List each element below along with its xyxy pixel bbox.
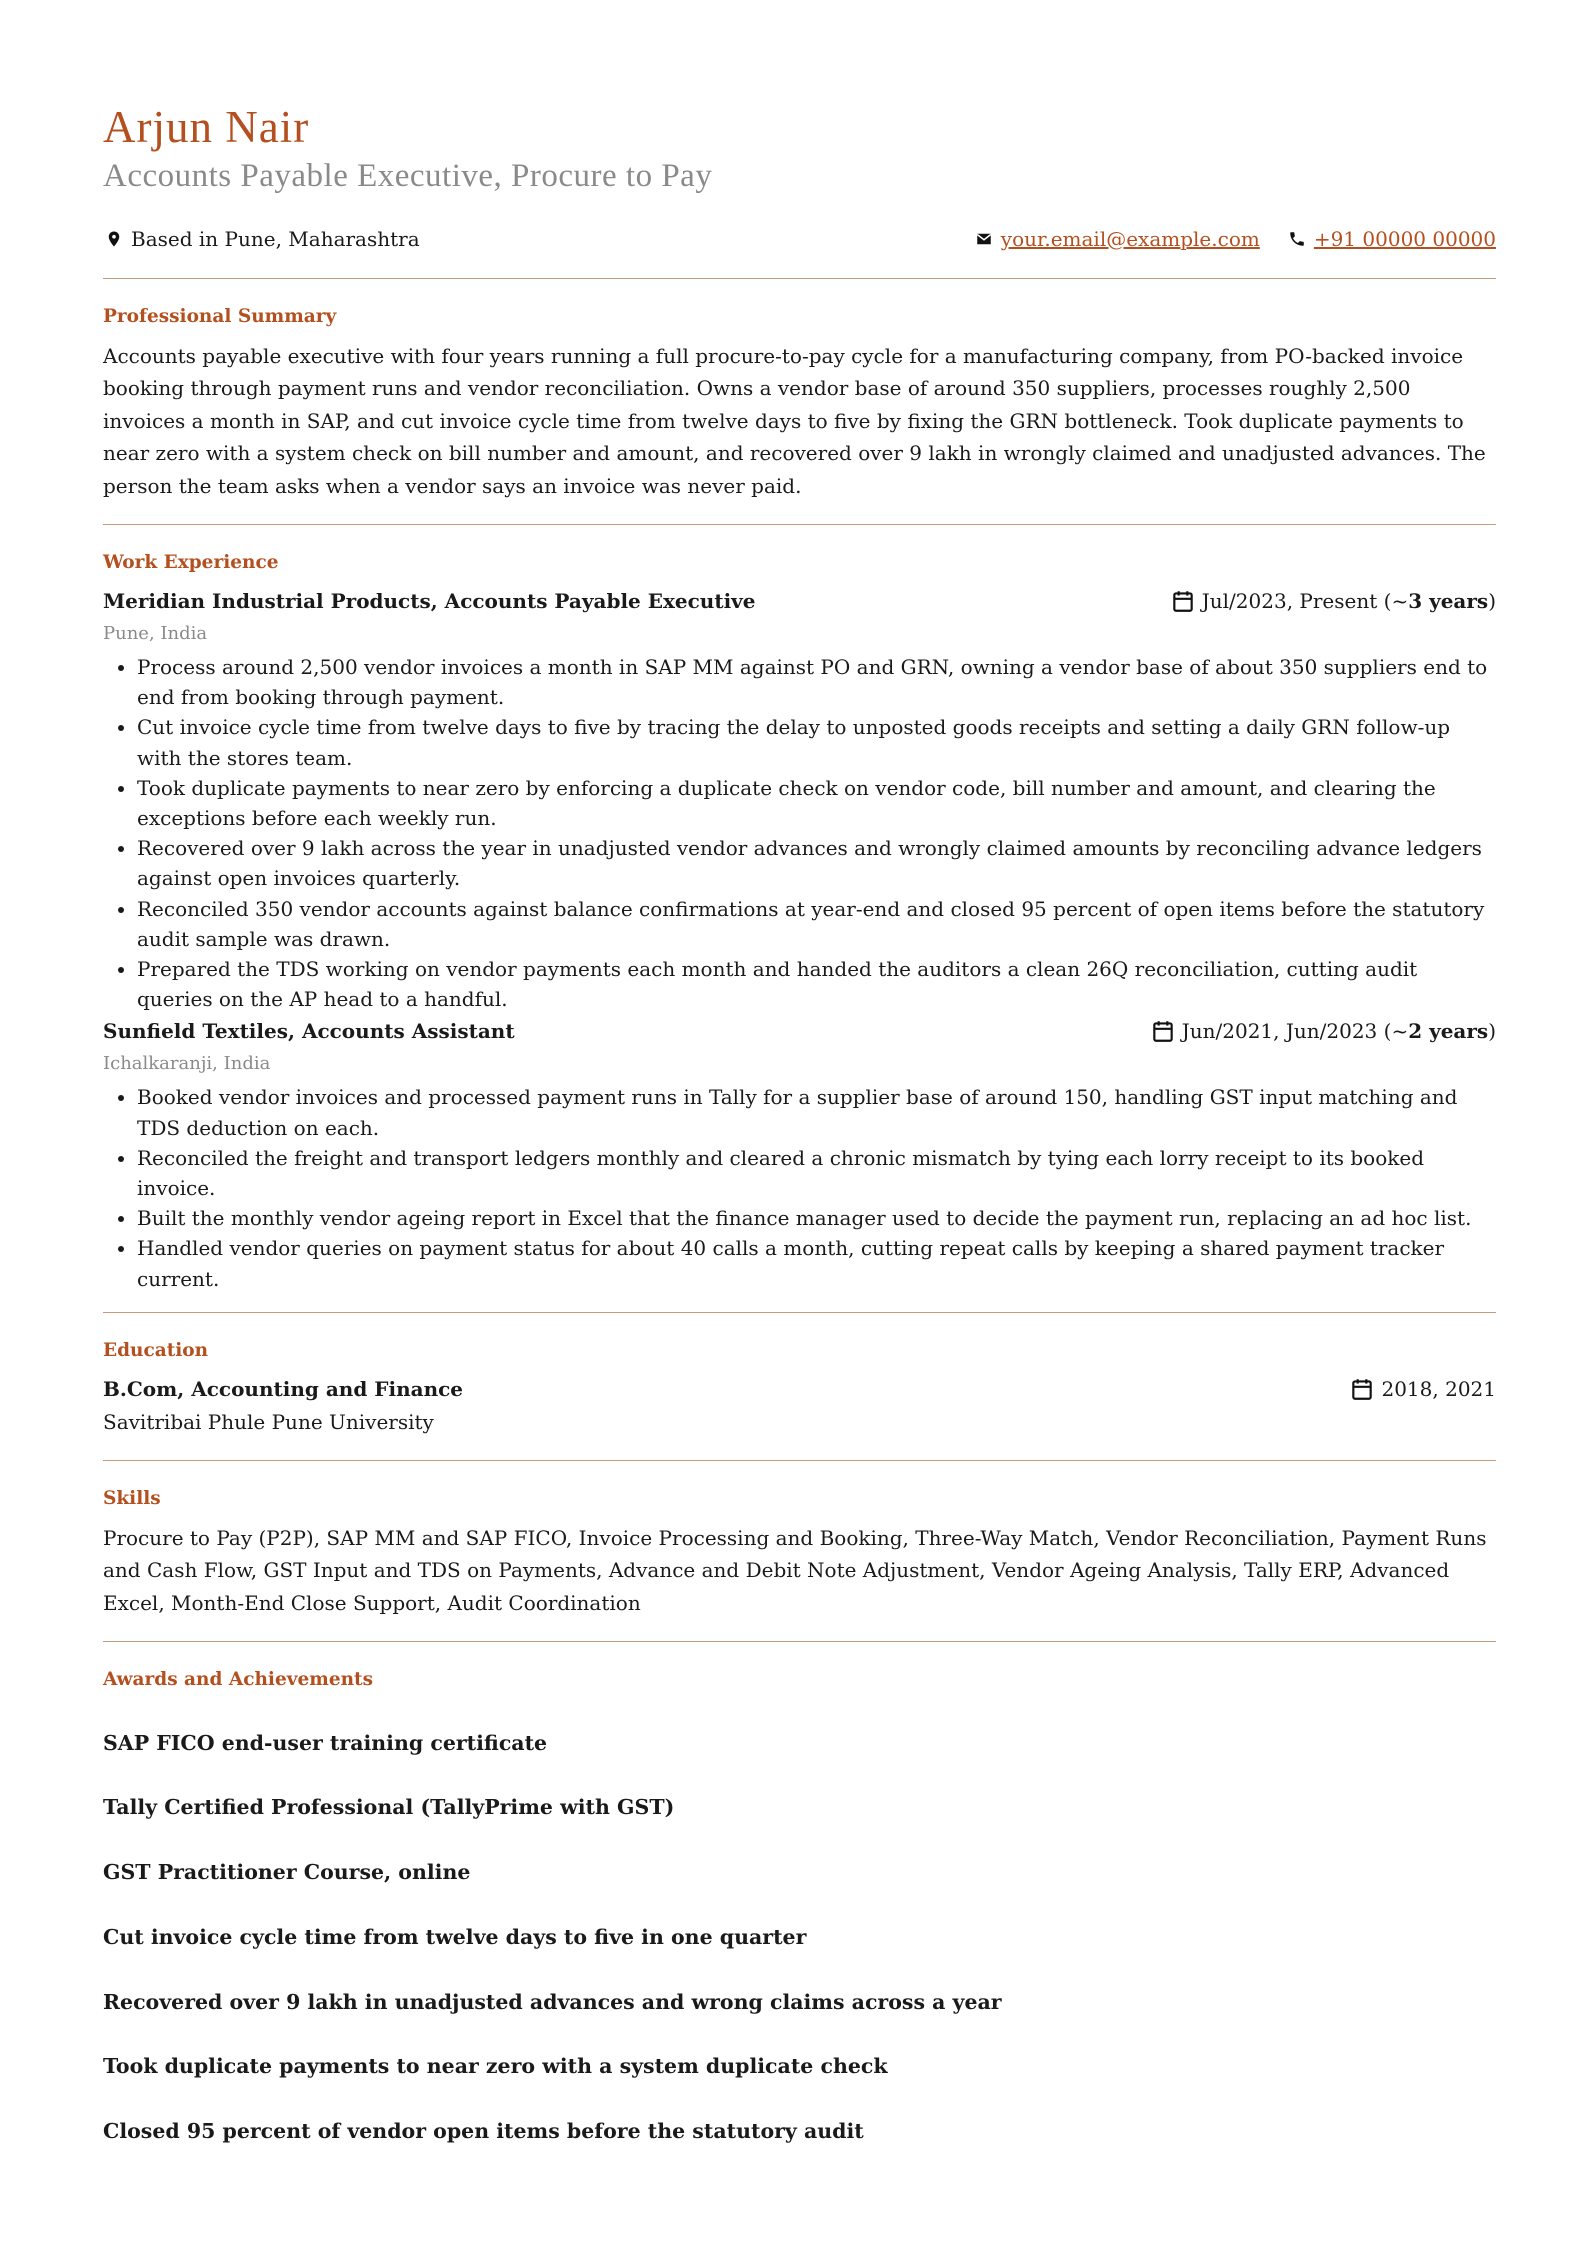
section-heading: Skills [103,1487,161,1509]
list-item: • Booked vendor invoices and processed payment runs in Tally for a supplier base of around 150, handling GST input matching and TDS deduction on each. [137,1082,1496,1142]
experience-section [103,525,1496,1312]
awards-section [103,1642,1496,2168]
calendar-icon [1349,1376,1375,1402]
job-entry [103,586,1496,1014]
job-location: Ichalkaranji, India [103,1053,271,1075]
job-bullets [103,652,1496,1014]
job-dates: Jun/2021, Jun/2023 (~ 2 years ) [1150,1016,1496,1046]
location-text: Based in Pune, Maharashtra [131,227,420,251]
list-item: • Built the monthly vendor ageing report in Excel that the finance manager used to decide the payment run, replacing an ad hoc list. [137,1203,1496,1233]
mail-icon [973,228,995,250]
list-item: • Prepared the TDS working on vendor payments each month and handed the auditors a clean 26Q reconciliation, cutting audit queries on the AP head to a handful. [137,954,1496,1014]
skills-text: Procure to Pay (P2P), SAP MM and SAP FICO, Invoice Processing and Booking, Three-Way Match, Vendor Reconciliation, Payment Runs and Cash Flow, GST Input and TDS on Payments, Advance and Debit Note Adjustment, Vendor Ageing Analysis, Tally ERP, Advanced Excel, Month-End Close Support, Audit Coordination [103,1525,1487,1615]
institution: Savitribai Phule Pune University [103,1409,434,1434]
list-item: • Took duplicate payments to near zero by enforcing a duplicate check on vendor code, bill number and amount, and clearing the exceptions before each weekly run. [137,773,1496,833]
award-item: Recovered over 9 lakh in unadjusted advances and wrong claims across a year [103,1989,1002,2014]
award-item: GST Practitioner Course, online [103,1860,471,1885]
phone-icon [1286,228,1308,250]
award-item: Closed 95 percent of vendor open items before the statutory audit [103,2118,864,2143]
job-location: Pune, India [103,623,208,645]
job-title: Sunfield Textiles, Accounts Assistant [103,1019,515,1044]
summary-text: Accounts payable executive with four years running a full procure-to-pay cycle for a manufacturing company, from PO-backed invoice booking through payment runs and vendor reconciliation. Owns a vendor base of around 350 suppliers, processes roughly 2,500 invoices a month in SAP, and cut invoice cycle time from twelve days to five by fixing the GRN bottleneck. Took duplicate payments to near zero with a system check on bill number and amount, and recovered over 9 lakh in wrongly claimed and unadjusted advances. The person the team asks when a vendor says an invoice was never paid. [103,344,1486,498]
section-heading: Awards and Achievements [103,1669,374,1691]
summary-section [103,279,1496,524]
education-dates: 2018, 2021 [1349,1374,1496,1404]
resume-page [103,98,1496,2168]
location-pin-icon [103,228,125,250]
job-entry [103,1016,1496,1293]
section-heading: Work Experience [103,552,279,574]
calendar-icon [1150,1018,1176,1044]
award-item: Tally Certified Professional (TallyPrime with GST) [103,1795,675,1820]
degree: B.Com, Accounting and Finance [103,1376,464,1401]
award-item: Cut invoice cycle time from twelve days to five in one quarter [103,1924,807,1949]
job-title: Meridian Industrial Products, Accounts Payable Executive [103,589,756,614]
list-item: • Handled vendor queries on payment status for about 40 calls a month, cutting repeat calls by keeping a shared payment tracker current. [137,1233,1496,1293]
skills-section [103,1461,1496,1641]
job-dates: Jul/2023, Present (~ 3 years ) [1170,586,1496,616]
list-item: • Cut invoice cycle time from twelve days to five by tracing the delay to unposted goods receipts and setting a daily GRN follow-up with the stores team. [137,712,1496,772]
list-item: • Recovered over 9 lakh across the year in unadjusted vendor advances and wrongly claimed amounts by reconciling advance ledgers against open invoices quarterly. [137,833,1496,893]
phone-link[interactable]: +91 00000 00000 [1313,227,1496,251]
calendar-icon [1170,588,1196,614]
list-item: • Process around 2,500 vendor invoices a month in SAP MM against PO and GRN, owning a vendor base of about 350 suppliers end to end from booking through payment. [137,652,1496,712]
list-item: • Reconciled 350 vendor accounts against balance confirmations at year-end and closed 95 percent of open items before the statutory audit sample was drawn. [137,894,1496,954]
education-section [103,1313,1496,1460]
section-heading: Education [103,1339,209,1361]
email-link[interactable]: your.email@example.com [1000,227,1260,251]
candidate-name: Arjun Nair [103,102,310,152]
candidate-title: Accounts Payable Executive, Procure to Pay [103,158,713,194]
job-bullets [103,1082,1496,1293]
award-item: Took duplicate payments to near zero with a system duplicate check [103,2054,888,2079]
list-item: • Reconciled the freight and transport ledgers monthly and cleared a chronic mismatch by tying each lorry receipt to its booked invoice. [137,1143,1496,1203]
award-item: SAP FICO end-user training certificate [103,1730,548,1755]
section-heading: Professional Summary [103,306,337,327]
contact-bar [103,224,1496,254]
